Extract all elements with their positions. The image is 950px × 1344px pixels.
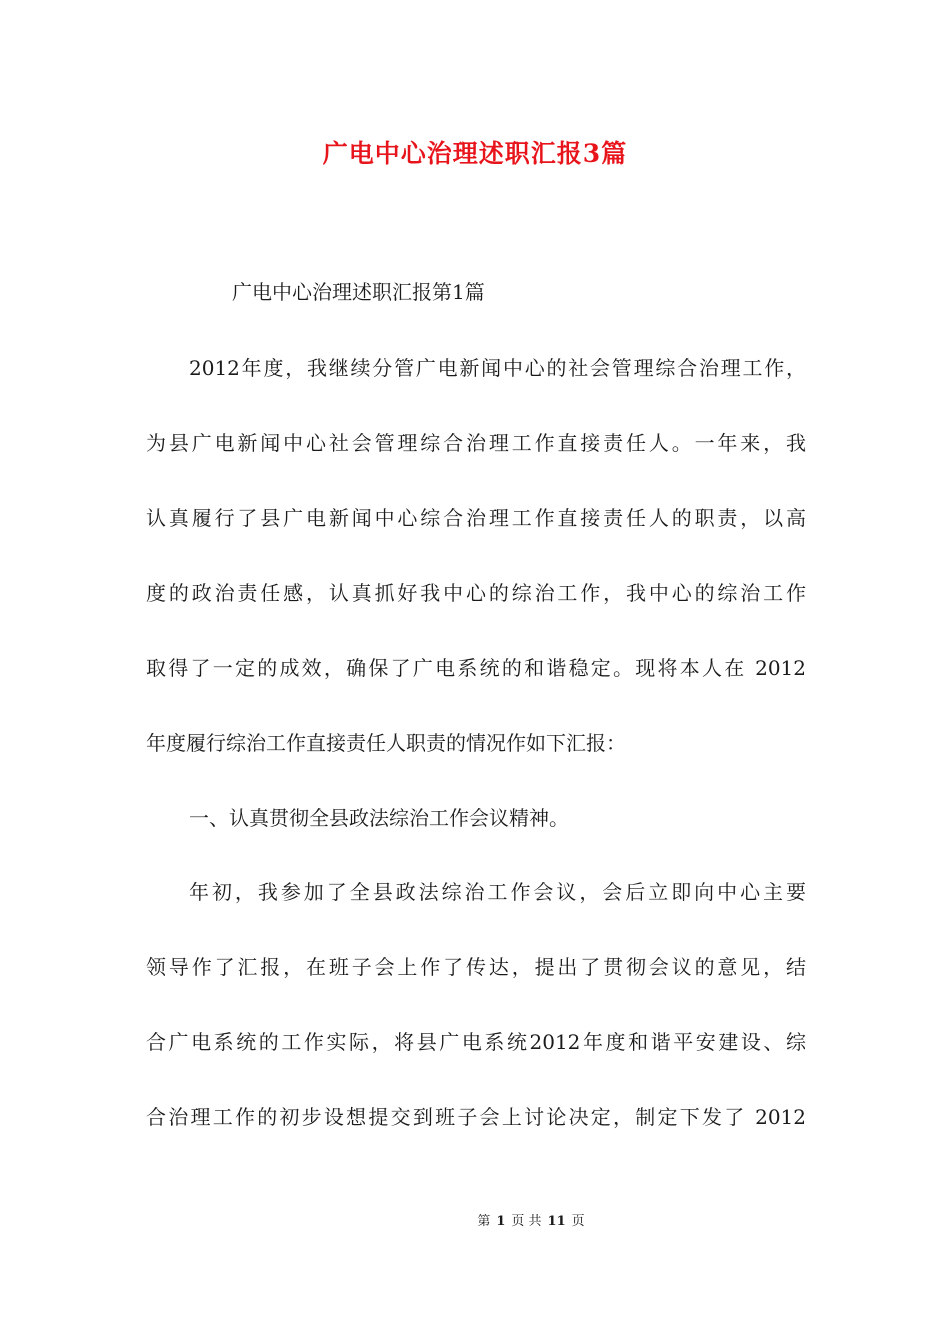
body-line-4: 度的政治责任感，认真抓好我中心的综治工作，我中心的综治工作: [146, 581, 806, 605]
page-footer: [0, 1212, 950, 1232]
body-line-9: 领导作了汇报，在班子会上作了传达，提出了贯彻会议的意见，结: [146, 955, 806, 979]
footer-suffix: 页: [571, 1214, 585, 1229]
footer-middle: 页 共: [511, 1214, 542, 1229]
section-heading-1: 一、认真贯彻全县政法综治工作会议精神。: [189, 806, 569, 830]
body-line-8: 年初，我参加了全县政法综治工作会议，会后立即向中心主要: [189, 880, 806, 904]
footer-total-pages: 11: [547, 1214, 566, 1229]
body-line-2: 为县广电新闻中心社会管理综合治理工作直接责任人。一年来，我: [146, 431, 806, 455]
body-line-5: 取得了一定的成效，确保了广电系统的和谐稳定。现将本人在 2012: [146, 656, 806, 680]
body-line-3: 认真履行了县广电新闻中心综合治理工作直接责任人的职责，以高: [146, 506, 806, 530]
body-line-6: 年度履行综治工作直接责任人职责的情况作如下汇报：: [146, 731, 626, 755]
section-subtitle: 广电中心治理述职汇报第1篇: [232, 280, 485, 304]
footer-prefix: 第: [477, 1214, 491, 1229]
document-title: 广电中心治理述职汇报3篇: [322, 139, 628, 168]
body-line-11: 合治理工作的初步设想提交到班子会上讨论决定，制定下发了 2012: [146, 1105, 806, 1129]
footer-page-number: 1: [496, 1214, 506, 1229]
body-line-10: 合广电系统的工作实际，将县广电系统2012年度和谐平安建设、综: [146, 1030, 806, 1054]
body-line-1: 2012年度，我继续分管广电新闻中心的社会管理综合治理工作，: [189, 356, 806, 380]
